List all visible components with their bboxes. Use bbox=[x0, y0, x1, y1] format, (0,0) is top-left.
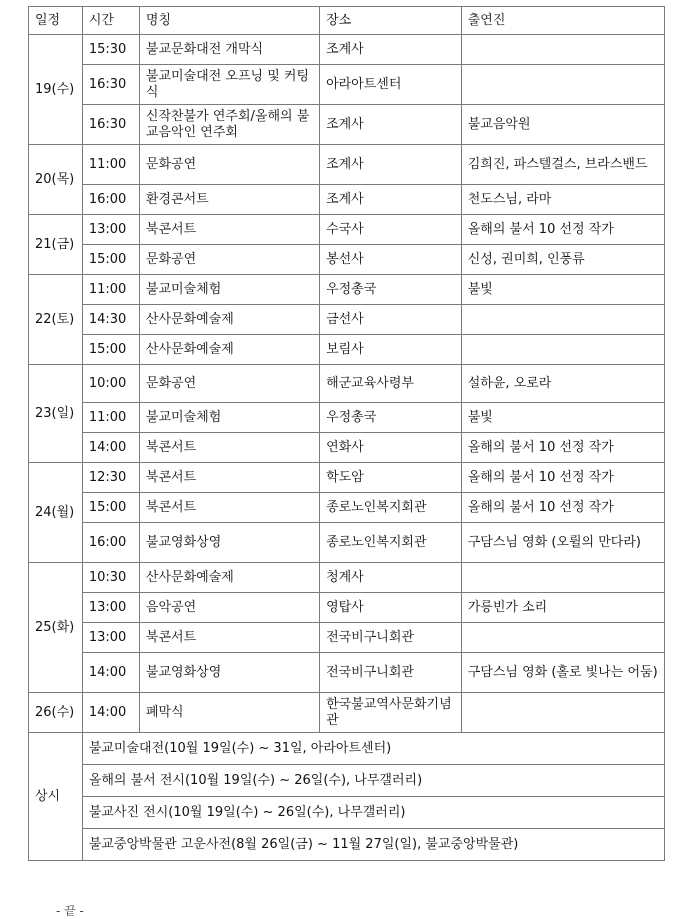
cast-cell bbox=[461, 693, 664, 733]
date-cell: 22(토) bbox=[29, 275, 83, 365]
event-name-cell: 불교영화상영 bbox=[139, 653, 319, 693]
place-cell: 학도암 bbox=[320, 463, 462, 493]
time-cell: 16:30 bbox=[82, 105, 139, 145]
permanent-label-cell: 상시 bbox=[29, 733, 83, 861]
event-name-cell: 북콘서트 bbox=[139, 433, 319, 463]
table-row bbox=[29, 215, 665, 245]
permanent-item: 올해의 불서 전시(10월 19일(수) ~ 26일(수), 나무갤러리) bbox=[82, 765, 664, 797]
date-cell: 19(수) bbox=[29, 35, 83, 145]
permanent-item: 불교중앙박물관 고운사전(8월 26일(금) ~ 11월 27일(일), 불교중앙박물관) bbox=[82, 829, 664, 861]
table-row bbox=[29, 433, 665, 463]
cast-cell: 올해의 불서 10 선정 작가 bbox=[461, 463, 664, 493]
time-cell: 11:00 bbox=[82, 403, 139, 433]
table-row bbox=[29, 365, 665, 403]
place-cell: 봉선사 bbox=[320, 245, 462, 275]
time-cell: 13:00 bbox=[82, 593, 139, 623]
table-row bbox=[29, 493, 665, 523]
place-cell: 보림사 bbox=[320, 335, 462, 365]
event-name-cell: 문화공연 bbox=[139, 245, 319, 275]
table-row bbox=[29, 623, 665, 653]
header-place: 장소 bbox=[320, 7, 462, 35]
table-row bbox=[29, 693, 665, 733]
event-name-cell: 불교미술대전 오프닝 및 커팅식 bbox=[139, 65, 319, 105]
table-row bbox=[29, 185, 665, 215]
table-row bbox=[29, 563, 665, 593]
cast-cell: 김희진, 파스텔걸스, 브라스밴드 bbox=[461, 145, 664, 185]
table-row bbox=[29, 403, 665, 433]
table-row bbox=[29, 145, 665, 185]
time-cell: 11:00 bbox=[82, 275, 139, 305]
cast-cell: 불빛 bbox=[461, 275, 664, 305]
event-name-cell: 북콘서트 bbox=[139, 463, 319, 493]
time-cell: 15:30 bbox=[82, 35, 139, 65]
place-cell: 종로노인복지회관 bbox=[320, 523, 462, 563]
event-name-cell: 문화공연 bbox=[139, 145, 319, 185]
time-cell: 14:00 bbox=[82, 693, 139, 733]
table-row bbox=[29, 305, 665, 335]
time-cell: 13:00 bbox=[82, 215, 139, 245]
cast-cell: 올해의 불서 10 선정 작가 bbox=[461, 433, 664, 463]
time-cell: 13:00 bbox=[82, 623, 139, 653]
event-name-cell: 불교문화대전 개막식 bbox=[139, 35, 319, 65]
place-cell: 수국사 bbox=[320, 215, 462, 245]
cast-cell bbox=[461, 563, 664, 593]
table-row bbox=[29, 275, 665, 305]
event-name-cell: 산사문화예술제 bbox=[139, 563, 319, 593]
time-cell: 16:00 bbox=[82, 523, 139, 563]
event-name-cell: 불교영화상영 bbox=[139, 523, 319, 563]
cast-cell bbox=[461, 65, 664, 105]
table-row bbox=[29, 335, 665, 365]
table-row bbox=[29, 593, 665, 623]
table-row bbox=[29, 733, 665, 765]
table-row bbox=[29, 653, 665, 693]
header-name: 명칭 bbox=[139, 7, 319, 35]
place-cell: 우정총국 bbox=[320, 275, 462, 305]
event-name-cell: 음악공연 bbox=[139, 593, 319, 623]
event-name-cell: 불교미술체험 bbox=[139, 403, 319, 433]
place-cell: 해군교육사령부 bbox=[320, 365, 462, 403]
date-cell: 26(수) bbox=[29, 693, 83, 733]
place-cell: 금선사 bbox=[320, 305, 462, 335]
place-cell: 연화사 bbox=[320, 433, 462, 463]
table-row bbox=[29, 35, 665, 65]
date-cell: 25(화) bbox=[29, 563, 83, 693]
cast-cell: 불교음악원 bbox=[461, 105, 664, 145]
permanent-item: 불교미술대전(10월 19일(수) ~ 31일, 아라아트센터) bbox=[82, 733, 664, 765]
time-cell: 15:00 bbox=[82, 245, 139, 275]
table-row bbox=[29, 765, 665, 797]
place-cell: 전국비구니회관 bbox=[320, 623, 462, 653]
event-name-cell: 문화공연 bbox=[139, 365, 319, 403]
event-name-cell: 환경콘서트 bbox=[139, 185, 319, 215]
table-row bbox=[29, 829, 665, 861]
end-mark: - 끝 - bbox=[56, 904, 84, 918]
header-cast: 출연진 bbox=[461, 7, 664, 35]
time-cell: 11:00 bbox=[82, 145, 139, 185]
table-row bbox=[29, 797, 665, 829]
cast-cell: 올해의 불서 10 선정 작가 bbox=[461, 493, 664, 523]
date-cell: 24(월) bbox=[29, 463, 83, 563]
event-name-cell: 북콘서트 bbox=[139, 493, 319, 523]
event-name-cell: 산사문화예술제 bbox=[139, 335, 319, 365]
place-cell: 조계사 bbox=[320, 105, 462, 145]
place-cell: 조계사 bbox=[320, 185, 462, 215]
table-row bbox=[29, 105, 665, 145]
event-name-cell: 북콘서트 bbox=[139, 623, 319, 653]
time-cell: 10:30 bbox=[82, 563, 139, 593]
time-cell: 14:00 bbox=[82, 433, 139, 463]
cast-cell: 구담스님 영화 (홀로 빛나는 어둠) bbox=[461, 653, 664, 693]
place-cell: 조계사 bbox=[320, 145, 462, 185]
cast-cell: 올해의 불서 10 선정 작가 bbox=[461, 215, 664, 245]
cast-cell bbox=[461, 305, 664, 335]
cast-cell: 가릉빈가 소리 bbox=[461, 593, 664, 623]
place-cell: 우정총국 bbox=[320, 403, 462, 433]
time-cell: 12:30 bbox=[82, 463, 139, 493]
date-cell: 21(금) bbox=[29, 215, 83, 275]
cast-cell: 불빛 bbox=[461, 403, 664, 433]
table-row bbox=[29, 245, 665, 275]
cast-cell bbox=[461, 335, 664, 365]
time-cell: 16:00 bbox=[82, 185, 139, 215]
place-cell: 청계사 bbox=[320, 563, 462, 593]
cast-cell: 구담스님 영화 (오륄의 만다라) bbox=[461, 523, 664, 563]
event-name-cell: 폐막식 bbox=[139, 693, 319, 733]
time-cell: 10:00 bbox=[82, 365, 139, 403]
place-cell: 한국불교역사문화기념관 bbox=[320, 693, 462, 733]
cast-cell: 신성, 권미희, 인풍류 bbox=[461, 245, 664, 275]
header-row bbox=[29, 7, 665, 35]
cast-cell: 천도스님, 라마 bbox=[461, 185, 664, 215]
permanent-item: 불교사진 전시(10월 19일(수) ~ 26일(수), 나무갤러리) bbox=[82, 797, 664, 829]
cast-cell: 설하윤, 오로라 bbox=[461, 365, 664, 403]
cast-cell bbox=[461, 35, 664, 65]
header-date: 일정 bbox=[29, 7, 83, 35]
time-cell: 14:30 bbox=[82, 305, 139, 335]
time-cell: 16:30 bbox=[82, 65, 139, 105]
table-row bbox=[29, 523, 665, 563]
date-cell: 23(일) bbox=[29, 365, 83, 463]
event-name-cell: 산사문화예술제 bbox=[139, 305, 319, 335]
place-cell: 조계사 bbox=[320, 35, 462, 65]
event-name-cell: 북콘서트 bbox=[139, 215, 319, 245]
table-row bbox=[29, 463, 665, 493]
time-cell: 15:00 bbox=[82, 335, 139, 365]
event-schedule-table bbox=[28, 6, 665, 861]
place-cell: 영탑사 bbox=[320, 593, 462, 623]
place-cell: 전국비구니회관 bbox=[320, 653, 462, 693]
place-cell: 종로노인복지회관 bbox=[320, 493, 462, 523]
event-name-cell: 불교미술체험 bbox=[139, 275, 319, 305]
event-name-cell: 신작찬불가 연주회/올해의 불교음악인 연주회 bbox=[139, 105, 319, 145]
time-cell: 14:00 bbox=[82, 653, 139, 693]
time-cell: 15:00 bbox=[82, 493, 139, 523]
date-cell: 20(목) bbox=[29, 145, 83, 215]
header-time: 시간 bbox=[82, 7, 139, 35]
cast-cell bbox=[461, 623, 664, 653]
place-cell: 아라아트센터 bbox=[320, 65, 462, 105]
table-row bbox=[29, 65, 665, 105]
